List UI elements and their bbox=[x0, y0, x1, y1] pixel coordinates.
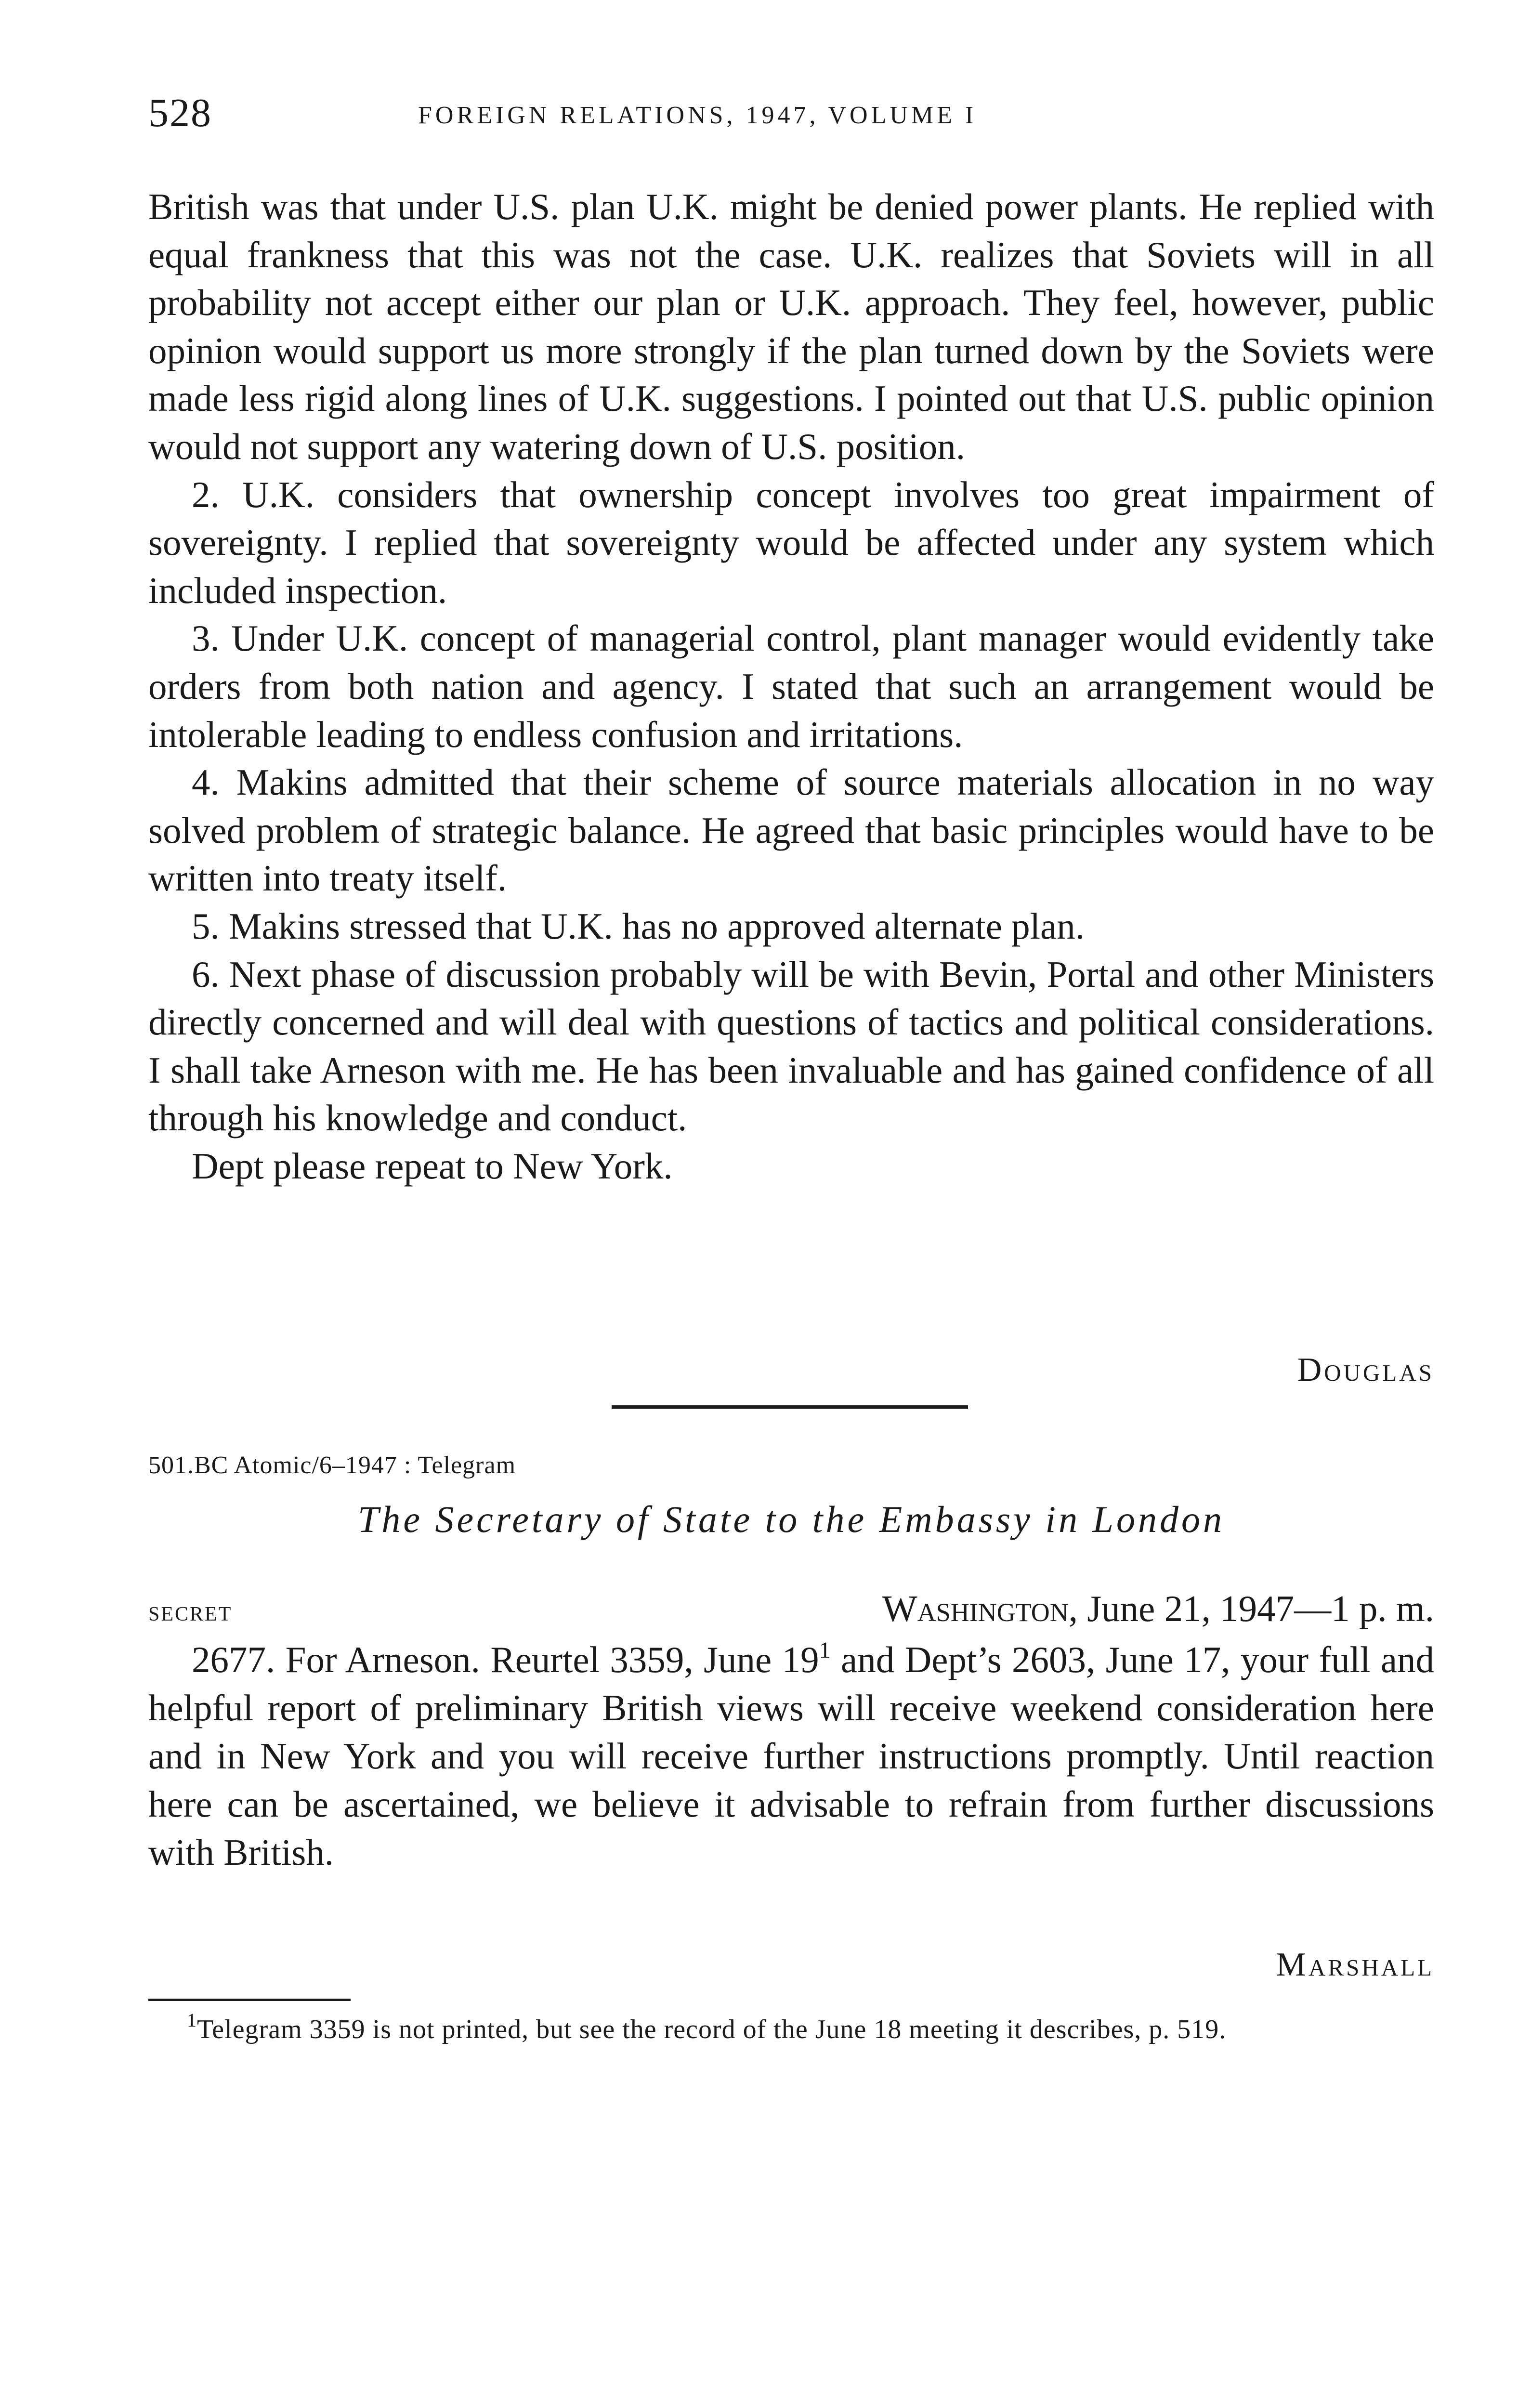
section-divider bbox=[612, 1405, 968, 1409]
classification-label: secret bbox=[148, 1595, 233, 1627]
signature-marshall: Marshall bbox=[1276, 1946, 1434, 1983]
place: Washington, bbox=[882, 1588, 1078, 1629]
footnote-divider bbox=[148, 1999, 351, 2001]
page-header bbox=[148, 92, 1434, 135]
telegram-text-start: 2677. For Arneson. Reurtel 3359, June 19 bbox=[192, 1639, 819, 1680]
place-date-line bbox=[882, 1584, 1434, 1633]
numbered-paragraph-3: 3. Under U.K. concept of managerial control, plant manager would evidently take orders from both nation and agency. I stated that such an arrangement would be intolerable leading to endless confusion and irritations. bbox=[148, 617, 1434, 755]
telegram-body bbox=[148, 1636, 1434, 1876]
running-head: FOREIGN RELATIONS, 1947, VOLUME I bbox=[418, 102, 977, 129]
document-title: The Secretary of State to the Embassy in London bbox=[358, 1498, 1225, 1540]
date: June 21, 1947—1 p. m. bbox=[1087, 1588, 1434, 1629]
numbered-paragraph-5: 5. Makins stressed that U.K. has no approved alternate plan. bbox=[192, 905, 1085, 947]
telegram-text-end: and Dept’s 2603, June 17, your full and helpful report of preliminary British views will receive weekend consideration here and in New York and you will receive further instructions promptly. Until reaction here can be ascertained, we believe it advisable to refrain from further discussions with British. bbox=[148, 1639, 1434, 1873]
continuation-paragraph: British was that under U.S. plan U.K. might be denied power plants. He replied with equal frankness that this was not the case. U.K. realizes that Soviets will in all probability not accept either our plan or U.K. approach. They feel, however, public opinion would support us more strongly if the plan turned down by the Soviets were made less rigid along lines of U.K. suggestions. I pointed out that U.S. public opinion would not support any watering down of U.S. position. bbox=[148, 186, 1434, 467]
footnote bbox=[148, 2009, 1434, 2047]
page-number: 528 bbox=[148, 91, 212, 135]
signature-douglas: Douglas bbox=[1297, 1351, 1434, 1388]
telegram-paragraph bbox=[148, 1636, 1434, 1876]
numbered-paragraph-6: 6. Next phase of discussion probably will be with Bevin, Portal and other Ministers directly concerned and will deal with questions of tactics and political considerations. I shall take Arneson with me. He has been invaluable and has gained confidence of all through his knowledge and conduct. bbox=[148, 953, 1434, 1139]
numbered-paragraph-2: 2. U.K. considers that ownership concept involves too great impairment of sovereignty. I replied that sovereignty would be affected under any system which included inspection. bbox=[148, 473, 1434, 611]
closing-instruction: Dept please repeat to New York. bbox=[192, 1145, 673, 1187]
continuation-text bbox=[148, 183, 1434, 1190]
numbered-paragraph-4: 4. Makins admitted that their scheme of source materials allocation in no way solved problem of strategic balance. He agreed that basic principles would have to be written into treaty itself. bbox=[148, 761, 1434, 899]
footnote-text: Telegram 3359 is not printed, but see the record of the June 18 meeting it describes, p. 519. bbox=[197, 2015, 1227, 2044]
file-reference: 501.BC Atomic/6–1947 : Telegram bbox=[148, 1452, 516, 1479]
footnote-reference: 1 bbox=[819, 1637, 831, 1663]
footnote-marker: 1 bbox=[187, 2009, 197, 2031]
